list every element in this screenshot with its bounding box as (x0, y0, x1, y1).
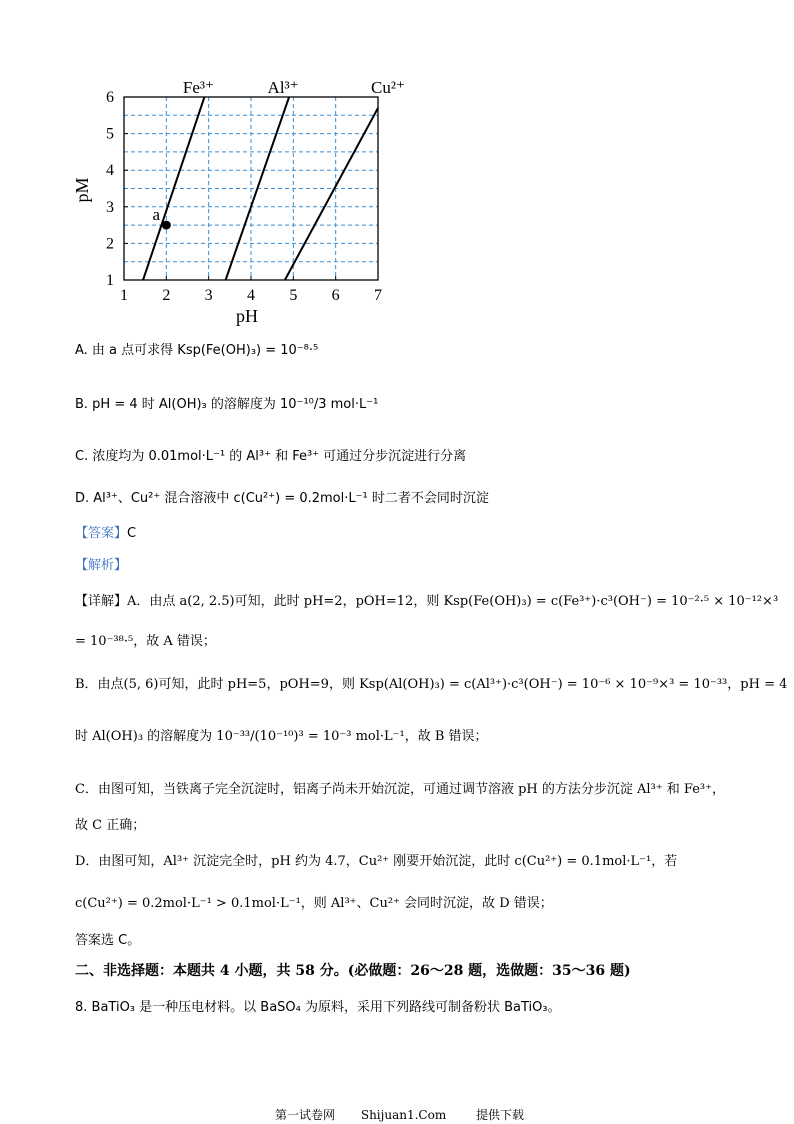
point-a-marker (162, 221, 171, 230)
x-tick-label: 5 (289, 287, 298, 304)
option-a: A. 由 a 点可求得 Ksp(Fe(OH)₃) = 10⁻⁸·⁵ (75, 343, 319, 358)
y-tick-label: 2 (106, 235, 114, 253)
series-label: Fe³⁺ (182, 78, 214, 97)
option-c: C. 浓度均为 0.01mol·L⁻¹ 的 Al³⁺ 和 Fe³⁺ 可通过分步沉淀进行分离 (75, 449, 467, 464)
final-answer: 答案选 C。 (75, 933, 141, 948)
x-tick-label: 6 (331, 287, 340, 304)
y-tick-label: 3 (106, 198, 114, 216)
explain-d-line1: D．由图可知，Al³⁺ 沉淀完全时，pH 约为 4.7，Cu²⁺ 刚要开始沉淀，此时 c(Cu²⁺) = 0.1mol·L⁻¹，若 (75, 854, 678, 869)
answer-line (75, 525, 136, 543)
y-tick-label: 1 (106, 272, 114, 289)
question-8: 8. BaTiO₃ 是一种压电材料。以 BaSO₄ 为原料，采用下列路线可制备粉状 BaTiO₃。 (75, 1000, 561, 1015)
explain-a-line2: = 10⁻³⁸·⁵，故 A 错误； (75, 634, 216, 649)
x-axis-label: pH (236, 306, 258, 326)
y-tick-label: 6 (106, 89, 114, 106)
footer-url: Shijuan1.Com (360, 1108, 447, 1122)
footer (275, 1106, 524, 1124)
answer-tag: 【答案】 (75, 526, 128, 541)
explain-c-line1: C．由图可知，当铁离子完全沉淀时，铝离子尚未开始沉淀，可通过调节溶液 pH 的方法分步沉淀 Al³⁺ 和 Fe³⁺， (75, 782, 725, 797)
explain-a-line1: 【详解】A．由点 a(2, 2.5)可知，此时 pH=2，pOH=12，则 Ksp(Fe(OH)₃) = c(Fe³⁺)·c³(OH⁻) = 10⁻²·⁵ × 10⁻¹²×³ (75, 594, 779, 609)
y-tick-label: 5 (106, 125, 114, 143)
footer-note: 提供下载 (476, 1108, 525, 1122)
chart-grid (124, 97, 378, 280)
analysis-tag: 【解析】 (75, 558, 128, 573)
x-tick-label: 2 (162, 287, 171, 304)
series-label: Cu²⁺ (371, 78, 405, 97)
option-b: B. pH = 4 时 Al(OH)₃ 的溶解度为 10⁻¹⁰/3 mol·L⁻¹ (75, 397, 379, 412)
chart-ticks (106, 89, 382, 304)
explain-b-line1: B．由点(5, 6)可知，此时 pH=5，pOH=9，则 Ksp(Al(OH)₃) = c(Al³⁺)·c³(OH⁻) = 10⁻⁶ × 10⁻⁹×³ = 10⁻³³，pH = 4 (75, 677, 788, 692)
series-label: Al³⁺ (267, 78, 299, 97)
answer-value: C (127, 526, 137, 541)
point-a-label: a (152, 205, 161, 225)
chart-series (143, 78, 405, 280)
explain-d-line2: c(Cu²⁺) = 0.2mol·L⁻¹ > 0.1mol·L⁻¹，则 Al³⁺、Cu²⁺ 会同时沉淀，故 D 错误； (75, 896, 553, 911)
x-tick-label: 7 (374, 287, 382, 304)
x-tick-label: 1 (120, 287, 128, 304)
series-line (285, 108, 378, 280)
x-tick-label: 3 (204, 287, 213, 304)
pm-ph-chart (0, 0, 420, 330)
x-tick-label: 4 (247, 287, 255, 304)
footer-site: 第一试卷网 (275, 1108, 336, 1122)
explain-b-line2: 时 Al(OH)₃ 的溶解度为 10⁻³³/(10⁻¹⁰)³ = 10⁻³ mol·L⁻¹，故 B 错误； (75, 729, 488, 744)
section-title: 二、非选择题：本题共 4 小题，共 58 分。(必做题：26～28 题，选做题：35～36 题) (75, 963, 631, 979)
explain-c-line2: 故 C 正确； (75, 818, 146, 833)
option-d: D. Al³⁺、Cu²⁺ 混合溶液中 c(Cu²⁺) = 0.2mol·L⁻¹ 时二者不会同时沉淀 (75, 491, 489, 506)
y-tick-label: 4 (106, 162, 114, 180)
y-axis-label: pM (72, 177, 92, 203)
